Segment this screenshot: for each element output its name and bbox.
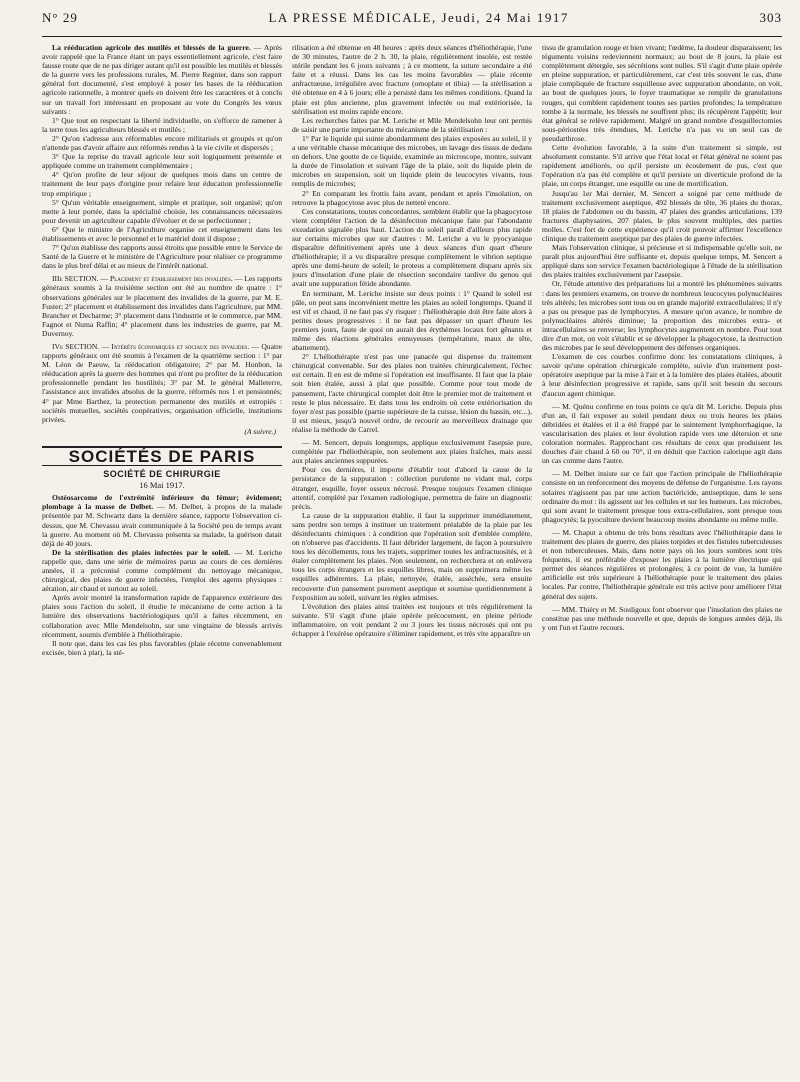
col3-paragraph-1: tissu de granulation rouge et bien vivant; l'œdème, la douleur disparaissent; les téguments voisins redeviennent normaux; au bout de 8 jours, la plaie est complètement détergée, ses sécrétions sont nulles. S'il s'agit d'une plaie opérée en pleine suppuration, et particulièrement, car c'est très souvent le cas, d'une plaie compliquée de fracture esquilleuse avec suppuration abondante, on voit, au bout de quelques jours, le foyer traumatique se remplir de granulations rouges, qui comblent rapidement toutes ses parties profondes; la température tombe à la normale, les blessés ne souffrent plus; ils récupèrent l'appétit; leur état général se relève rapidement. Malgré un grand nombre d'esquillectomies sous-périostées très étendues, M. Leriche n'a pas vu un seul cas de pseudarthrose. [542,43,782,143]
col2-paragraph-2: Les recherches faites par M. Leriche et Mlle Mendelsohn leur ont permis de saisir une partie importante du mécanisme de la stérilisation : [292,115,532,134]
column-3 [542,43,782,1082]
col2-paragraph-6: En terminant, M. Leriche insiste sur deux points : 1° Quand le soleil est pâle, on peut sans inconvénient mettre les plaies au soleil longtemps. Quand il est vif et chaud, il ne faut pas s'y risquer : l'héliothérapie doit être faite alors à petites doses progressives : il ne faut pas dépasser un quart d'heure les premiers jours, faute de quoi on aurait des érythèmes locaux fort gênants et même des réactions générales ennuyeuses (température, maux de tête, abattement). [292,288,532,353]
societe-chirurgie-heading: SOCIÉTÉ DE CHIRURGIE [103,469,221,480]
article-reeducation [42,43,282,116]
col3-paragraph-3: Jusqu'au 1er Mai dernier, M. Sencert a soigné par cette méthode de traitement exclusivement aseptique, 492 blessés de tête, 36 plaies du thorax, 18 plaies de l'abdomen ou du bassin, 47 plaies des grandes articulations, 139 fractures diaphysaires, 207 plaies, le plus souvent multiples, des parties molles. C'est fort de cette expérience qu'il croit pouvoir affirmer l'excellence clinique du traitement aseptique par des plaies de guerre infectées. [542,188,782,243]
voeu-1: 1° Que tout en respectant la liberté individuelle, on s'efforce de ramener à la terre tous les agriculteurs blessés et mutilés ; [42,115,282,134]
masthead-title: LA PRESSE MÉDICALE, Jeudi, 24 Mai 1917 [268,10,569,25]
section-3 [42,274,282,338]
voeu-4: 4° Qu'on profite de leur séjour de quelques mois dans un centre de traitement de leur pays d'origine pour refaire leur éducation professionnelle trop empirique ; [42,170,282,198]
voeu-5: 5° Qu'un véritable enseignement, simple et pratique, soit organisé; qu'on mette à leur portée, dans la spécialité choisie, les connaissances nécessaires pour devenir un agriculteur capable d'évoluer et de se perfectionner ; [42,197,282,225]
steril-paragraph-2: Après avoir montré la transformation rapide de l'apparence extérieure des plaies sous l'action du soleil, il étudie le mécanisme de cette action à la lumière des observations bactériologiques qu'il a faites récemment, en collaboration avec Mlle Mendelsohn, sur une vingtaine de blessés arrivés récemment, soumis d'emblée à l'héliothérapie. [42,593,282,639]
page-header [42,10,782,30]
article-osteosarcome [42,493,282,548]
col2-paragraph-11: L'évolution des plaies ainsi traitées est toujours et très régulièrement la suivante. S'il s'agit d'une plaie opérée précocement, en pleine période inflammatoire, on voit pendant 2 ou 3 jours les tissus nécrosés qui ont pu échapper à l'exérèse opératoire s'éliminer rapidement, et très vite apparaître un [292,601,532,638]
col2-paragraph-5: Ces constatations, toutes concordantes, semblent établir que la phagocytose vient compléter l'action de la désinfection mécanique faite par l'abondante exsudation signalée plus haut. L'action du soleil paraît d'ailleurs plus rapide sur certains microbes que sur d'autres : M. Leriche a vu le pyocyanique disparaître définitivement après une à deux séances d'un quart d'heure d'héliothérapie; il a vu disparaître presque complètement le vibrion septique après une demi-heure de soleil; le proteus a complètement disparu après six jours d'insolation d'une plaie de résection secondaire tardive du genou qui avait une suppuration fétide abondante. [292,206,532,289]
column-1 [42,43,282,1082]
header-rule [42,36,782,37]
column-2 [292,43,532,1082]
col3-paragraph-6: L'examen de ces courbes confirme donc les constatations cliniques, à savoir qu'une opération chirurgicale complète, suivie d'un traitement post-opératoire aseptique par la mise à l'air et à la lumière des plaies étalées, aboutit à leur désinfection progressive et rapide, sans qu'il soit besoin du secours d'aucun agent chimique. [542,352,782,398]
osteo-title: Ostéosarcome de l'extrémité inférieure du fémur; évidement; plombage à la masse de Delbet. [42,493,282,512]
societes-title: SOCIÉTÉS DE PARIS [42,446,282,466]
voeu-6: 6° Que le ministre de l'Agriculture organise cet enseignement dans les établissements et avec le personnel et le matériel dont il dispose ; [42,224,282,243]
col3-paragraph-9: — M. Chaput a obtenu de très bons résultats avec l'héliothérapie dans le traitement des plaies de guerre, des plaies torpides et des fistules tuberculeuses et non tuberculeuses. Mais, dans notre pays où les jours sombres sont très fréquents, il est préférable d'exposer les plaies à la lumière électrique qui permet des séances régulières et prolongées; à ce point de vue, la lumière artificielle est très supérieure à l'héliothérapie pour le traitement des plaies locales. Par contre, l'héliothérapie générale est très active pour améliorer l'état général des sujets. [542,527,782,601]
steril-text: — M. Leriche rappelle que, dans une série de mémoires parus au cours de ces dernières années, il a préconisé comme complément du nettoyage mécanique, chirurgical, des plaies de guerre infectées, l'emploi des agents physiques : aération, air chaud et surtout au soleil. [42,547,282,594]
voeu-3: 3° Que la reprise du travail agricole leur soit logiquement présentée et appliquée comme un traitement complémentaire ; [42,152,282,171]
section-4-heading: IVe SECTION. — Intérêts économiques et sociaux des invalides. [52,342,250,351]
to-be-continued: (A suivre.) [244,426,276,436]
issue-number: N° 29 [42,10,78,25]
col3-paragraph-7: — M. Quénu confirme en tous points ce qu'a dit M. Leriche. Depuis plus d'un an, il fait exposer au soleil pendant deux ou trois heures les plaies débridées et étalées et il a été frappé par le suintement lymphorrhagique, la vascularisation des plaies et leur évolution rapide vers une détersion et une coloration normales. Rapprochant ces résultats de ceux que produisent les douches d'air chaud à 60 ou 70°, il en déduit que l'action calorique agit dans un cas comme dans l'autre. [542,401,782,466]
voeu-2: 2° Qu'on s'adresse aux réformables encore militarisés et groupés et qu'on n'attende pas d'avoir affaire aux réformés rendus à la vie civile et dispersés ; [42,133,282,153]
col2-paragraph-1: rilisation a été obtenue en 48 heures : après deux séances d'héliothérapie, l'une de 30 minutes, l'autre de 2 h. 30, la plaie, régulièrement insolée, est restée stérile pendant les 6 jours suivants ; à ce moment, la suture secondaire a été faite et a réussi. Dans les cas les moins favorables — plaie récente anfractueuse, irrégulière avec fracture (omoplate et tibia) — la stérilisation a été obtenue en 4 à 6 jours; elle a persisté dans les mêmes conditions. Quand la plaie est plus ancienne, plus gravement infectée ou mal extériorisée, la stérilisation est moins rapide encore. [292,43,532,116]
article-text: — Après avoir rappelé que la France étant un pays essentiellement agricole, c'est faire fausse route que de ne pas diriger autant qu'il est possible les mutilés et blessés de la guerre vers les professions rurales, M. Pierre Regnier, dans son rapport général fort documenté, s'est employé à poser les bases de la rééducation agricole rationnelle, à montrer quels en doivent être les caractères et à conclu sur un travail fort intéressant en proposant au vote du Congrès les vœux suivants : [42,43,282,116]
steril-title: De la stérilisation des plaies infectées par le soleil. [52,547,231,557]
col3-paragraph-4: Mais l'observation clinique, si précieuse et si indispensable qu'elle soit, ne paraît plus aujourd'hui être suffisante et, depuis quelque temps, M. Sencert a appliqué dans son service l'examen bactériologique à l'étude de la stérilisation des plaies traitées exclusivement par l'asepsie. [542,243,782,280]
osteo-text: — M. Delbet, à propos de la malade présentée par M. Schwartz dans la dernière séance, rapporte l'observation ci-dessus, que M. Chevassu avait communiquée à la Société peu de temps avant la guerre. Au moment où M. Chevassu présenta sa malade, la guérison datait déjà de 40 jours. [42,502,282,548]
col3-paragraph-8: — M. Delbet insiste sur ce fait que l'action principale de l'héliothérapie consiste en un renforcement des moyens de défense de l'organisme. Les rayons solaires n'agissent pas par une action bactéricide, antiseptique, dans le sens ordinaire du mot : ils agissent sur les cellules et sur les humeurs. Les microbes, qui sont avant le traitement presque tous extra-cellulaires, sont presque tous phagocytés; la pyoculture devient beaucoup moins abondante ou même nulle. [542,469,782,524]
section-3-text: — Les rapports généraux soumis à la troisième section ont été au nombre de quatre : 1° observations générales sur le placement des invalides de la guerre, par M. E. Fuster; 2° placement et établissement des invalides dans l'agriculture, par MM. Brancher et Decharme; 3° placement dans l'industrie et le commerce, par MM. Fagnot et Numa Raffin; 4° placement dans les industries de guerre, par M. Duvernoy. [42,274,282,338]
voeu-7: 7° Qu'on établisse des rapports aussi étroits que possible entre le Service de Santé de la Guerre et le ministère de l'Agriculture pour réaliser ce programme dans le plus bref délai et au mieux de l'intérêt national. [42,243,282,271]
col2-paragraph-4: 2° En comparant les frottis faits avant, pendant et après l'insolation, on retrouve la phagocytose avec plus de netteté encore. [292,188,532,207]
col2-paragraph-8: — M. Sencert, depuis longtemps, applique exclusivement l'asepsie pure, complétée par l'héliothérapie, non seulement aux plaies fraîches, mais aussi aux plaies anciennes suppurées. [292,438,532,466]
page-number: 303 [759,10,782,25]
section-3-heading: IIIe SECTION. — Placement et établissement des invalides. [52,274,233,284]
session-date: 16 Mai 1917. [139,480,185,491]
col2-paragraph-10: La cause de la suppuration établie, il faut la supprimer immédiatement, sans perdre son temps à instituer un traitement préalable de la plaie par les désinfectants chimiques : à condition que l'opération soit d'emblée complète, on n'observe pas d'accidents. Il faut débrider largement, de façon à poursuivre tous les décollements, tous les trajets, supprimer toutes les anfractuosités, et à étaler complètement les plaies. Non seulement, on recherchera et on enlèvera tous les corps étrangers et les esquilles libres, mais on supprimera même les esquilles adhérentes. La plaie, nettoyée, étalée, asséchée, sera ensuite recouverte d'un pansement purement aseptique et soumise quotidiennement à l'exposition au soleil, suivant les règles admises. [292,510,532,602]
col3-paragraph-10: — MM. Thiéry et M. Souligoux font observer que l'insolation des plaies ne constitue pas une méthode nouvelle et que, depuis de longues années déjà, ils y ont l'un et l'autre recours. [542,604,782,632]
col2-paragraph-9: Pour ces dernières, il importe d'établir tout d'abord la cause de la persistance de la suppuration : collection purulente ne vidant mal, corps étranger, esquille, foyer osseux nécrosé. Presque toujours l'examen clinique attentif, complété par l'examen radiologique, permettra de faire un diagnostic précis. [292,465,532,511]
columns [42,43,782,1082]
col3-paragraph-5: Or, l'étude attentive des préparations lui a montré les phénomènes suivants : dans les premiers examens, on trouve de nombreux leucocytes polynucléaires très altérés; les microbes sont tous ou en grande majorité extracellulaires; il n'y a pas ou presque pas de lymphocytes. A mesure qu'on avance, le nombre de polynucléaires altérés diminue; la proportion des microbes extra- et intracellulaires se renverse; les lymphocytes augmentent en nombre. Pour tout dire d'un mot, on voit s'établir et se développer la phagocytose, la destruction des microbes par le seul développement des défenses organiques. [542,279,782,353]
section-4 [42,342,282,424]
col2-paragraph-7: 2° L'héliothérapie n'est pas une panacée qui dispense du traitement chirurgical convenable. Sur des plaies non traitées chirurgicalement, l'échec est certain. Il en est de même si l'opération est insuffisante. Il faut que la plaie soit bien étalée, aussi à plat que possible. Comme pour tout mode de pansement, l'acte chirurgical complet doit être le premier mot de traitement et reste le plus nécessaire. Et dans tous les endroits où cette extériorisation du foyer n'est pas possible (partie supérieure de la cuisse, lésion du bassin, etc...), il est mieux, jusqu'à nouvel ordre, de recourir au merveilleux drainage que réalise la méthode de Carrel. [292,352,532,434]
col2-paragraph-3: 1° Par le liquide qui suinte abondamment des plaies exposées au soleil, il y a une véritable chasse mécanique des microbes, un lavage des tissus de dedans en dehors. Une goutte de ce liquide, examinée au microscope, montre, suivant la durée de l'insolation et suivant l'âge de la plaie, soit du liquide plein de microbes en suspension, soit un liquide plein de leucocytes vivants, tous remplis de microbes; [292,133,532,189]
article-sterilisation [42,548,282,593]
col3-paragraph-2: Cette évolution favorable, à la suite d'un traitement si simple, est absolument constante. S'il arrive que l'état local et l'état général ne soient pas rapidement améliorés, ou qu'il persiste un écoulement de pus, c'est que l'opération n'a pas été complète et qu'il persiste un diverticule profond de la plaie, un corps étranger, une esquille ou une de mortification. [542,143,782,189]
section-4-text: — Quatre rapports généraux ont été soumis à l'examen de la quatrième section : 1° par M. Léon de Paeuw, la rééducation obligatoire; 2° par M. Honbon, la rééducation après la guerre des hommes qui n'ont pu profiter de la rééducation professionnelle pendant les hostilités; 3° par M. le général Malleterre, l'assistance aux invalides absolus de la guerre, réformés nos 1 et pensionnés; 4° par Mme Barthez, la protection permanente des mutilés et estropiés : sociétés mutuelles, sociétés coopératives, organisation officielle, institutions privées. [42,342,282,424]
article-title: La rééducation agricole des mutilés et blessés de la guerre. [52,43,251,52]
steril-paragraph-3: Il note que, dans les cas les plus favorables (plaie récente convenablement excisée, bien à plat), la sté- [42,638,282,657]
